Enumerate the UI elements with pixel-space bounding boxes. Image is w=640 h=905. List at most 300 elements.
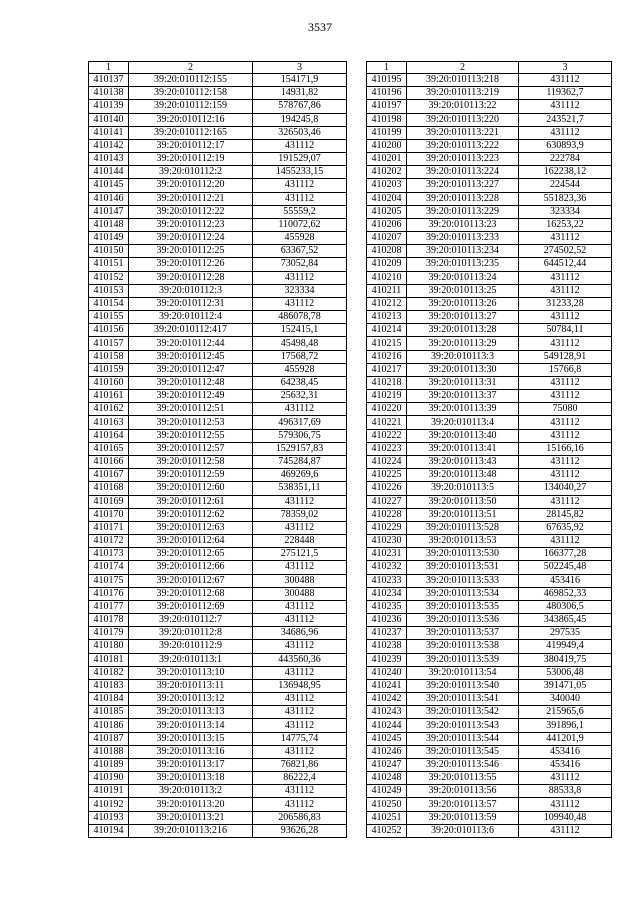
- value-cell: 431112: [519, 311, 612, 324]
- value-cell: 228448: [253, 535, 347, 548]
- row-number-cell: 410214: [367, 324, 407, 337]
- value-cell: 34686,96: [253, 627, 347, 640]
- value-cell: 391896,1: [519, 719, 612, 732]
- cadastral-number-cell: 39:20:010113:5: [407, 482, 519, 495]
- value-cell: 431112: [519, 798, 612, 811]
- table-row: [89, 535, 347, 548]
- column-header-3: 3: [253, 62, 347, 74]
- value-cell: 630893,9: [519, 139, 612, 152]
- row-number-cell: 410209: [367, 258, 407, 271]
- value-cell: 431112: [253, 693, 347, 706]
- table-row: [89, 258, 347, 271]
- table-row: [89, 179, 347, 192]
- row-number-cell: 410155: [89, 311, 129, 324]
- row-number-cell: 410233: [367, 574, 407, 587]
- row-number-cell: 410244: [367, 719, 407, 732]
- row-number-cell: 410248: [367, 772, 407, 785]
- cadastral-number-cell: 39:20:010113:216: [129, 824, 253, 837]
- table-row: [89, 205, 347, 218]
- cadastral-number-cell: 39:20:010113:56: [407, 785, 519, 798]
- table-row: [367, 403, 612, 416]
- table-row: [89, 614, 347, 627]
- table-row: [89, 772, 347, 785]
- table-row: [367, 587, 612, 600]
- table-row: [89, 785, 347, 798]
- row-number-cell: 410173: [89, 548, 129, 561]
- row-number-cell: 410207: [367, 232, 407, 245]
- row-number-cell: 410141: [89, 126, 129, 139]
- row-number-cell: 410165: [89, 442, 129, 455]
- table-row: [89, 429, 347, 442]
- row-number-cell: 410191: [89, 785, 129, 798]
- table-row: [367, 798, 612, 811]
- cadastral-number-cell: 39:20:010113:26: [407, 297, 519, 310]
- table-row: [367, 811, 612, 824]
- table-row: [367, 192, 612, 205]
- row-number-cell: 410147: [89, 205, 129, 218]
- value-cell: 431112: [253, 719, 347, 732]
- row-number-cell: 410175: [89, 574, 129, 587]
- value-cell: 73052,84: [253, 258, 347, 271]
- cadastral-number-cell: 39:20:010112:165: [129, 126, 253, 139]
- table-row: [367, 574, 612, 587]
- cadastral-number-cell: 39:20:010113:15: [129, 732, 253, 745]
- cadastral-number-cell: 39:20:010113:18: [129, 772, 253, 785]
- cadastral-number-cell: 39:20:010113:536: [407, 614, 519, 627]
- row-number-cell: 410240: [367, 666, 407, 679]
- table-row: [89, 693, 347, 706]
- cadastral-number-cell: 39:20:010113:22: [407, 100, 519, 113]
- column-header-2: 2: [129, 62, 253, 74]
- value-cell: 391471,05: [519, 679, 612, 692]
- row-number-cell: 410187: [89, 732, 129, 745]
- cadastral-number-cell: 39:20:010113:55: [407, 772, 519, 785]
- table-row: [367, 745, 612, 758]
- value-cell: 431112: [253, 561, 347, 574]
- cadastral-number-cell: 39:20:010113:27: [407, 311, 519, 324]
- value-cell: 323334: [519, 205, 612, 218]
- value-cell: 75080: [519, 403, 612, 416]
- value-cell: 110072,62: [253, 218, 347, 231]
- row-number-cell: 410171: [89, 521, 129, 534]
- row-number-cell: 410201: [367, 153, 407, 166]
- table-row: [89, 495, 347, 508]
- value-cell: 154171,9: [253, 74, 347, 87]
- value-cell: 431112: [253, 179, 347, 192]
- value-cell: 215965,6: [519, 706, 612, 719]
- row-number-cell: 410162: [89, 403, 129, 416]
- value-cell: 431112: [253, 666, 347, 679]
- table-row: [89, 390, 347, 403]
- table-row: [89, 153, 347, 166]
- row-number-cell: 410251: [367, 811, 407, 824]
- row-number-cell: 410163: [89, 416, 129, 429]
- value-cell: 25632,31: [253, 390, 347, 403]
- cadastral-number-cell: 39:20:010112:155: [129, 74, 253, 87]
- cadastral-number-cell: 39:20:010112:49: [129, 390, 253, 403]
- table-row: [367, 337, 612, 350]
- table-row: [89, 745, 347, 758]
- cadastral-number-cell: 39:20:010113:222: [407, 139, 519, 152]
- cadastral-number-cell: 39:20:010112:16: [129, 113, 253, 126]
- row-number-cell: 410212: [367, 297, 407, 310]
- table-row: [367, 521, 612, 534]
- row-number-cell: 410235: [367, 600, 407, 613]
- table-row: [89, 600, 347, 613]
- row-number-cell: 410145: [89, 179, 129, 192]
- cadastral-number-cell: 39:20:010113:227: [407, 179, 519, 192]
- value-cell: 431112: [519, 455, 612, 468]
- row-number-cell: 410232: [367, 561, 407, 574]
- value-cell: 15166,16: [519, 442, 612, 455]
- row-number-cell: 410208: [367, 245, 407, 258]
- cadastral-number-cell: 39:20:010112:417: [129, 324, 253, 337]
- cadastral-number-cell: 39:20:010113:13: [129, 706, 253, 719]
- table-row: [367, 719, 612, 732]
- value-cell: 578767,86: [253, 100, 347, 113]
- table-row: [367, 271, 612, 284]
- table-row: [367, 376, 612, 389]
- cadastral-number-cell: 39:20:010113:6: [407, 824, 519, 837]
- table-row: [367, 772, 612, 785]
- left-table-body: [89, 62, 347, 838]
- table-row: [89, 732, 347, 745]
- value-cell: 224544: [519, 179, 612, 192]
- table-row: [367, 666, 612, 679]
- value-cell: 274502,52: [519, 245, 612, 258]
- table-row: [367, 600, 612, 613]
- row-number-cell: 410242: [367, 693, 407, 706]
- cadastral-number-cell: 39:20:010113:54: [407, 666, 519, 679]
- value-cell: 162238,12: [519, 166, 612, 179]
- value-cell: 243521,7: [519, 113, 612, 126]
- value-cell: 323334: [253, 284, 347, 297]
- table-row: [367, 390, 612, 403]
- table-row: [367, 535, 612, 548]
- table-row: [367, 455, 612, 468]
- row-number-cell: 410213: [367, 311, 407, 324]
- value-cell: 453416: [519, 758, 612, 771]
- cadastral-number-cell: 39:20:010112:60: [129, 482, 253, 495]
- table-row: [89, 74, 347, 87]
- row-number-cell: 410148: [89, 218, 129, 231]
- table-row: [367, 614, 612, 627]
- right-table-body: [367, 62, 612, 838]
- row-number-cell: 410149: [89, 232, 129, 245]
- table-row: [367, 653, 612, 666]
- cadastral-number-cell: 39:20:010113:539: [407, 653, 519, 666]
- cadastral-number-cell: 39:20:010113:533: [407, 574, 519, 587]
- row-number-cell: 410196: [367, 87, 407, 100]
- table-row: [367, 179, 612, 192]
- cadastral-number-cell: 39:20:010113:31: [407, 376, 519, 389]
- value-cell: 431112: [519, 100, 612, 113]
- table-row: [89, 653, 347, 666]
- value-cell: 455928: [253, 363, 347, 376]
- row-number-cell: 410200: [367, 139, 407, 152]
- cadastral-number-cell: 39:20:010113:2: [129, 785, 253, 798]
- cadastral-number-cell: 39:20:010113:41: [407, 442, 519, 455]
- cadastral-number-cell: 39:20:010112:68: [129, 587, 253, 600]
- value-cell: 431112: [519, 824, 612, 837]
- table-row: [89, 679, 347, 692]
- row-number-cell: 410183: [89, 679, 129, 692]
- value-cell: 431112: [519, 376, 612, 389]
- cadastral-number-cell: 39:20:010113:30: [407, 363, 519, 376]
- row-number-cell: 410164: [89, 429, 129, 442]
- table-row: [89, 126, 347, 139]
- cadastral-number-cell: 39:20:010113:220: [407, 113, 519, 126]
- cadastral-number-cell: 39:20:010113:14: [129, 719, 253, 732]
- table-row: [89, 666, 347, 679]
- value-cell: 538351,11: [253, 482, 347, 495]
- table-row: [367, 482, 612, 495]
- cadastral-number-cell: 39:20:010113:535: [407, 600, 519, 613]
- row-number-cell: 410223: [367, 442, 407, 455]
- row-number-cell: 410186: [89, 719, 129, 732]
- value-cell: 1529157,83: [253, 442, 347, 455]
- value-cell: 136948,95: [253, 679, 347, 692]
- row-number-cell: 410161: [89, 390, 129, 403]
- table-row: [367, 166, 612, 179]
- table-row: [367, 153, 612, 166]
- cadastral-number-cell: 39:20:010113:540: [407, 679, 519, 692]
- row-number-cell: 410227: [367, 495, 407, 508]
- row-number-cell: 410181: [89, 653, 129, 666]
- table-row: [89, 548, 347, 561]
- cadastral-number-cell: 39:20:010113:235: [407, 258, 519, 271]
- value-cell: 441201,9: [519, 732, 612, 745]
- value-cell: 469852,33: [519, 587, 612, 600]
- table-row: [367, 416, 612, 429]
- table-row: [367, 113, 612, 126]
- row-number-cell: 410180: [89, 640, 129, 653]
- cadastral-number-cell: 39:20:010113:234: [407, 245, 519, 258]
- cadastral-number-cell: 39:20:010113:10: [129, 666, 253, 679]
- table-row: [367, 324, 612, 337]
- value-cell: 431112: [253, 640, 347, 653]
- table-row: [367, 640, 612, 653]
- row-number-cell: 410192: [89, 798, 129, 811]
- cadastral-number-cell: 39:20:010112:67: [129, 574, 253, 587]
- value-cell: 431112: [253, 403, 347, 416]
- value-cell: 431112: [253, 614, 347, 627]
- cadastral-number-cell: 39:20:010112:25: [129, 245, 253, 258]
- table-row: [367, 87, 612, 100]
- table-row: [89, 706, 347, 719]
- table-row: [89, 113, 347, 126]
- table-row: [367, 297, 612, 310]
- value-cell: 549128,91: [519, 350, 612, 363]
- row-number-cell: 410198: [367, 113, 407, 126]
- cadastral-number-cell: 39:20:010113:229: [407, 205, 519, 218]
- cadastral-number-cell: 39:20:010113:4: [407, 416, 519, 429]
- column-header-3: 3: [519, 62, 612, 74]
- table-row: [89, 192, 347, 205]
- row-number-cell: 410238: [367, 640, 407, 653]
- value-cell: 78359,02: [253, 508, 347, 521]
- value-cell: 67635,92: [519, 521, 612, 534]
- table-row: [367, 758, 612, 771]
- cadastral-number-cell: 39:20:010113:48: [407, 469, 519, 482]
- value-cell: 152415,1: [253, 324, 347, 337]
- value-cell: 453416: [519, 574, 612, 587]
- cadastral-number-cell: 39:20:010112:22: [129, 205, 253, 218]
- column-header-2: 2: [407, 62, 519, 74]
- row-number-cell: 410193: [89, 811, 129, 824]
- table-row: [89, 482, 347, 495]
- row-number-cell: 410138: [89, 87, 129, 100]
- cadastral-number-cell: 39:20:010112:44: [129, 337, 253, 350]
- column-header-row: [89, 62, 347, 74]
- row-number-cell: 410236: [367, 614, 407, 627]
- table-row: [367, 232, 612, 245]
- value-cell: 480306,5: [519, 600, 612, 613]
- cadastral-number-cell: 39:20:010112:9: [129, 640, 253, 653]
- row-number-cell: 410246: [367, 745, 407, 758]
- value-cell: 431112: [519, 337, 612, 350]
- value-cell: 31233,28: [519, 297, 612, 310]
- row-number-cell: 410247: [367, 758, 407, 771]
- cadastral-number-cell: 39:20:010113:43: [407, 455, 519, 468]
- cadastral-number-cell: 39:20:010113:541: [407, 693, 519, 706]
- table-row: [367, 205, 612, 218]
- table-row: [367, 495, 612, 508]
- row-number-cell: 410142: [89, 139, 129, 152]
- table-row: [367, 74, 612, 87]
- value-cell: 431112: [253, 600, 347, 613]
- row-number-cell: 410157: [89, 337, 129, 350]
- cadastral-number-cell: 39:20:010113:37: [407, 390, 519, 403]
- row-number-cell: 410226: [367, 482, 407, 495]
- value-cell: 55559,2: [253, 205, 347, 218]
- table-row: [367, 442, 612, 455]
- cadastral-number-cell: 39:20:010113:11: [129, 679, 253, 692]
- cadastral-number-cell: 39:20:010113:530: [407, 548, 519, 561]
- row-number-cell: 410150: [89, 245, 129, 258]
- table-row: [367, 627, 612, 640]
- table-row: [89, 455, 347, 468]
- cadastral-number-cell: 39:20:010112:64: [129, 535, 253, 548]
- value-cell: 502245,48: [519, 561, 612, 574]
- value-cell: 14775,74: [253, 732, 347, 745]
- value-cell: 443560,36: [253, 653, 347, 666]
- cadastral-number-cell: 39:20:010112:8: [129, 627, 253, 640]
- cadastral-number-cell: 39:20:010113:39: [407, 403, 519, 416]
- table-row: [89, 824, 347, 837]
- value-cell: 50784,11: [519, 324, 612, 337]
- table-row: [89, 758, 347, 771]
- cadastral-number-cell: 39:20:010113:538: [407, 640, 519, 653]
- row-number-cell: 410188: [89, 745, 129, 758]
- row-number-cell: 410137: [89, 74, 129, 87]
- value-cell: 15766,8: [519, 363, 612, 376]
- value-cell: 431112: [253, 745, 347, 758]
- value-cell: 380419,75: [519, 653, 612, 666]
- value-cell: 297535: [519, 627, 612, 640]
- row-number-cell: 410153: [89, 284, 129, 297]
- row-number-cell: 410216: [367, 350, 407, 363]
- value-cell: 431112: [519, 772, 612, 785]
- cadastral-number-cell: 39:20:010112:4: [129, 311, 253, 324]
- value-cell: 431112: [253, 521, 347, 534]
- value-cell: 431112: [519, 271, 612, 284]
- table-row: [89, 311, 347, 324]
- value-cell: 431112: [519, 390, 612, 403]
- row-number-cell: 410159: [89, 363, 129, 376]
- value-cell: 431112: [519, 429, 612, 442]
- row-number-cell: 410160: [89, 376, 129, 389]
- cadastral-number-cell: 39:20:010112:17: [129, 139, 253, 152]
- value-cell: 431112: [253, 785, 347, 798]
- cadastral-number-cell: 39:20:010113:20: [129, 798, 253, 811]
- row-number-cell: 410190: [89, 772, 129, 785]
- cadastral-number-cell: 39:20:010112:47: [129, 363, 253, 376]
- table-row: [367, 548, 612, 561]
- value-cell: 496317,69: [253, 416, 347, 429]
- cadastral-number-cell: 39:20:010113:40: [407, 429, 519, 442]
- row-number-cell: 410199: [367, 126, 407, 139]
- row-number-cell: 410174: [89, 561, 129, 574]
- column-header-1: 1: [367, 62, 407, 74]
- row-number-cell: 410202: [367, 166, 407, 179]
- row-number-cell: 410230: [367, 535, 407, 548]
- row-number-cell: 410176: [89, 587, 129, 600]
- row-number-cell: 410243: [367, 706, 407, 719]
- cadastral-number-cell: 39:20:010112:28: [129, 271, 253, 284]
- cadastral-number-cell: 39:20:010112:21: [129, 192, 253, 205]
- row-number-cell: 410170: [89, 508, 129, 521]
- row-number-cell: 410231: [367, 548, 407, 561]
- row-number-cell: 410185: [89, 706, 129, 719]
- table-row: [89, 376, 347, 389]
- cadastral-number-cell: 39:20:010112:53: [129, 416, 253, 429]
- cadastral-number-cell: 39:20:010112:2: [129, 166, 253, 179]
- cadastral-number-cell: 39:20:010113:534: [407, 587, 519, 600]
- value-cell: 63367,52: [253, 245, 347, 258]
- row-number-cell: 410211: [367, 284, 407, 297]
- table-row: [367, 732, 612, 745]
- table-row: [89, 297, 347, 310]
- cadastral-number-cell: 39:20:010113:57: [407, 798, 519, 811]
- table-row: [89, 798, 347, 811]
- table-row: [367, 561, 612, 574]
- row-number-cell: 410205: [367, 205, 407, 218]
- cadastral-number-cell: 39:20:010113:542: [407, 706, 519, 719]
- row-number-cell: 410177: [89, 600, 129, 613]
- cadastral-number-cell: 39:20:010112:31: [129, 297, 253, 310]
- right-table: [366, 61, 612, 838]
- row-number-cell: 410239: [367, 653, 407, 666]
- row-number-cell: 410222: [367, 429, 407, 442]
- table-row: [89, 719, 347, 732]
- row-number-cell: 410195: [367, 74, 407, 87]
- value-cell: 340040: [519, 693, 612, 706]
- table-row: [89, 561, 347, 574]
- value-cell: 300488: [253, 574, 347, 587]
- row-number-cell: 410166: [89, 455, 129, 468]
- cadastral-number-cell: 39:20:010113:531: [407, 561, 519, 574]
- row-number-cell: 410206: [367, 218, 407, 231]
- row-number-cell: 410203: [367, 179, 407, 192]
- cadastral-number-cell: 39:20:010112:48: [129, 376, 253, 389]
- row-number-cell: 410182: [89, 666, 129, 679]
- value-cell: 644512,44: [519, 258, 612, 271]
- row-number-cell: 410250: [367, 798, 407, 811]
- cadastral-number-cell: 39:20:010113:543: [407, 719, 519, 732]
- left-table: [88, 61, 347, 838]
- table-row: [367, 363, 612, 376]
